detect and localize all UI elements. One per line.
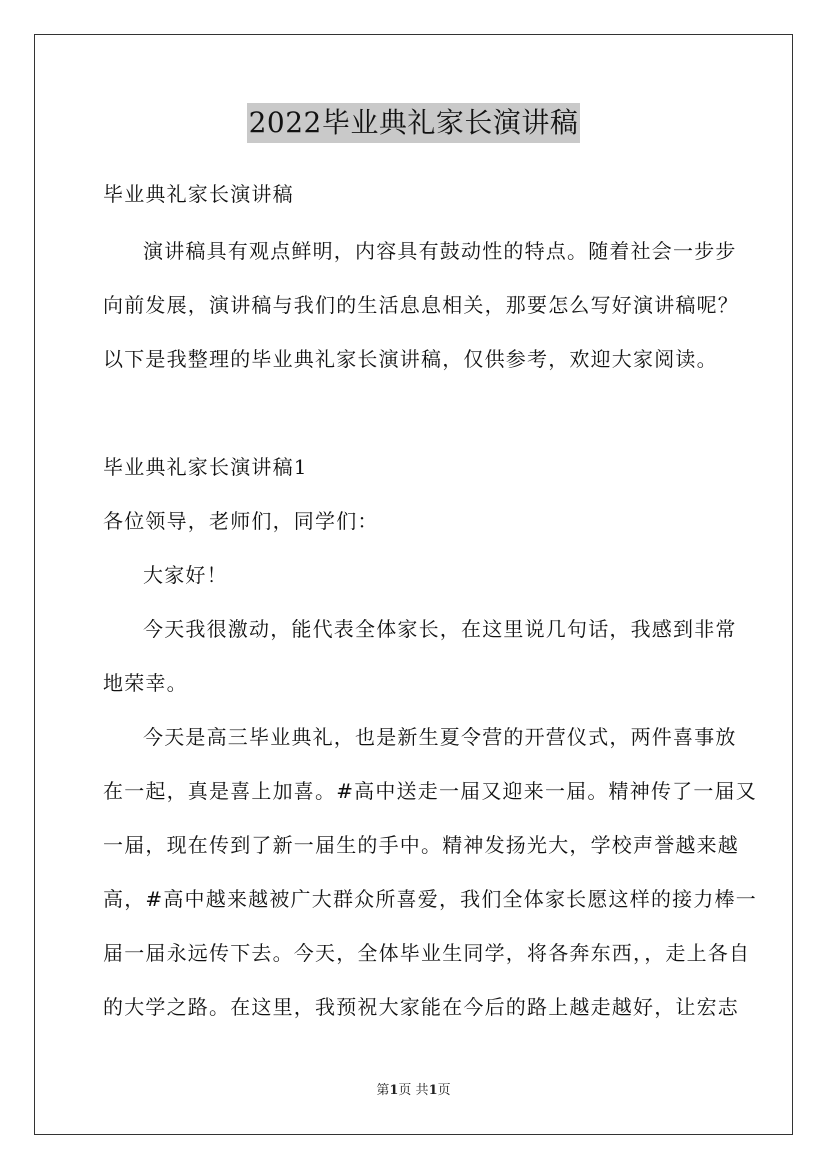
page-suffix: 页 (437, 1083, 451, 1098)
paragraph-line: 届一届永远传下去。今天，全体毕业生同学，将各奔东西，，走上各自 (103, 941, 751, 965)
paragraph-line: 高，#高中越来越被广大群众所喜爱，我们全体家长愿这样的接力棒一 (103, 887, 757, 911)
paragraph-line: 演讲稿具有观点鲜明，内容具有鼓动性的特点。随着社会一步步 (143, 239, 737, 263)
speech-heading: 毕业典礼家长演讲稿1 (103, 455, 308, 479)
page-footer (0, 1082, 827, 1100)
salutation: 各位领导，老师们，同学们： (103, 509, 379, 533)
title-wrap (0, 103, 827, 143)
page-total: 1 (428, 1083, 438, 1098)
greeting: 大家好！ (143, 563, 228, 587)
paragraph-line: 地荣幸。 (103, 671, 188, 695)
paragraph-line: 在一起，真是喜上加喜。#高中送走一届又迎来一届。精神传了一届又 (103, 779, 757, 803)
page-mid: 页 共 (398, 1083, 429, 1098)
page-prefix: 第 (376, 1083, 390, 1098)
paragraph-line: 的大学之路。在这里，我预祝大家能在今后的路上越走越好，让宏志 (103, 995, 739, 1019)
paragraph-line: 今天我很激动，能代表全体家长，在这里说几句话，我感到非常 (143, 617, 737, 641)
page-current: 1 (389, 1083, 399, 1098)
paragraph-line: 以下是我整理的毕业典礼家长演讲稿，仅供参考，欢迎大家阅读。 (103, 347, 718, 371)
paragraph-line: 向前发展，演讲稿与我们的生活息息相关，那要怎么写好演讲稿呢？ (103, 293, 739, 317)
paragraph-line: 一届，现在传到了新一届生的手中。精神发扬光大，学校声誉越来越 (103, 833, 739, 857)
paragraph-line: 今天是高三毕业典礼，也是新生夏令营的开营仪式，两件喜事放 (143, 725, 737, 749)
section-heading: 毕业典礼家长演讲稿 (103, 182, 294, 206)
document-title: 2022毕业典礼家长演讲稿 (247, 103, 581, 143)
